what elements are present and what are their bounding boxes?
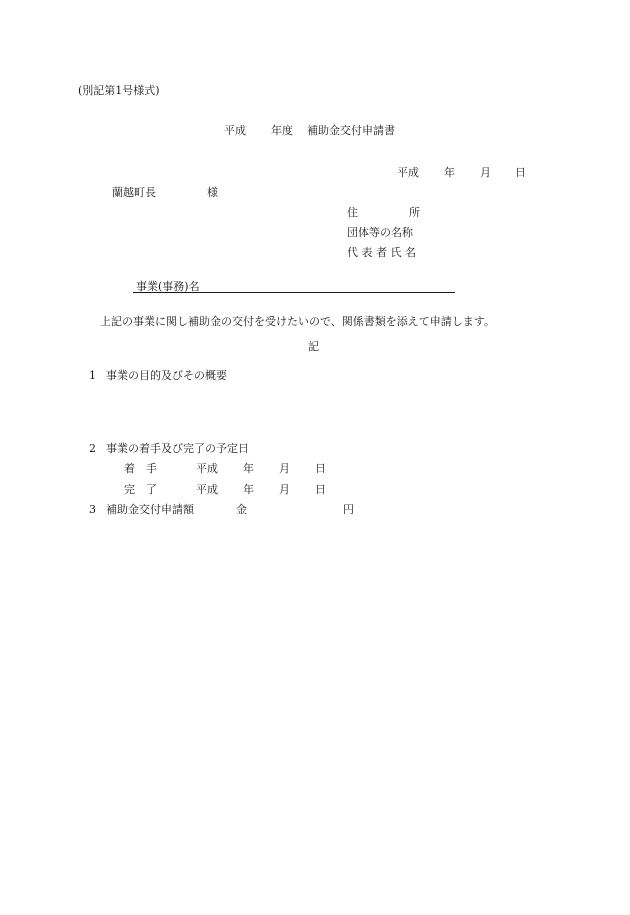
item3-label: 補助金交付申請額 bbox=[106, 503, 194, 516]
title-era: 平成 bbox=[224, 124, 246, 137]
addressee-honorific: 様 bbox=[207, 186, 218, 199]
body-text: 上記の事業に関し補助金の交付を受けたいので、関係書類を添えて申請します。 bbox=[100, 315, 495, 328]
item3-kin: 金 bbox=[236, 503, 247, 516]
end-era: 平成 bbox=[196, 483, 218, 496]
end-month: 月 bbox=[279, 483, 290, 496]
end-label: 完 了 bbox=[124, 483, 157, 496]
organization-label: 団体等の名称 bbox=[347, 226, 413, 239]
project-name-label: 事業(事務)名 bbox=[136, 280, 200, 293]
title-subject: 補助金交付申請書 bbox=[307, 124, 395, 137]
item1-label: 事業の目的及びその概要 bbox=[106, 369, 227, 382]
title-year-suffix: 年度 bbox=[271, 124, 293, 137]
start-month: 月 bbox=[279, 462, 290, 475]
item1-number: 1 bbox=[89, 369, 96, 382]
representative-label: 代 表 者 氏 名 bbox=[347, 246, 416, 259]
date-day: 日 bbox=[515, 166, 526, 179]
start-day: 日 bbox=[315, 462, 326, 475]
addressee-name: 蘭越町長 bbox=[112, 186, 156, 199]
date-month: 月 bbox=[480, 166, 491, 179]
project-name-underline bbox=[133, 292, 455, 293]
end-year: 年 bbox=[243, 483, 254, 496]
ki-heading: 記 bbox=[308, 340, 319, 353]
date-year: 年 bbox=[444, 166, 455, 179]
address-label-2: 所 bbox=[409, 206, 420, 219]
item3-yen: 円 bbox=[343, 503, 354, 516]
item2-label: 事業の着手及び完了の予定日 bbox=[106, 442, 249, 455]
start-label: 着 手 bbox=[124, 462, 157, 475]
item3-number: 3 bbox=[89, 503, 96, 516]
end-day: 日 bbox=[315, 483, 326, 496]
start-era: 平成 bbox=[196, 462, 218, 475]
start-year: 年 bbox=[243, 462, 254, 475]
item2-number: 2 bbox=[89, 442, 96, 455]
form-number: (別記第1号様式) bbox=[78, 84, 160, 97]
date-era: 平成 bbox=[397, 166, 419, 179]
address-label-1: 住 bbox=[347, 206, 358, 219]
